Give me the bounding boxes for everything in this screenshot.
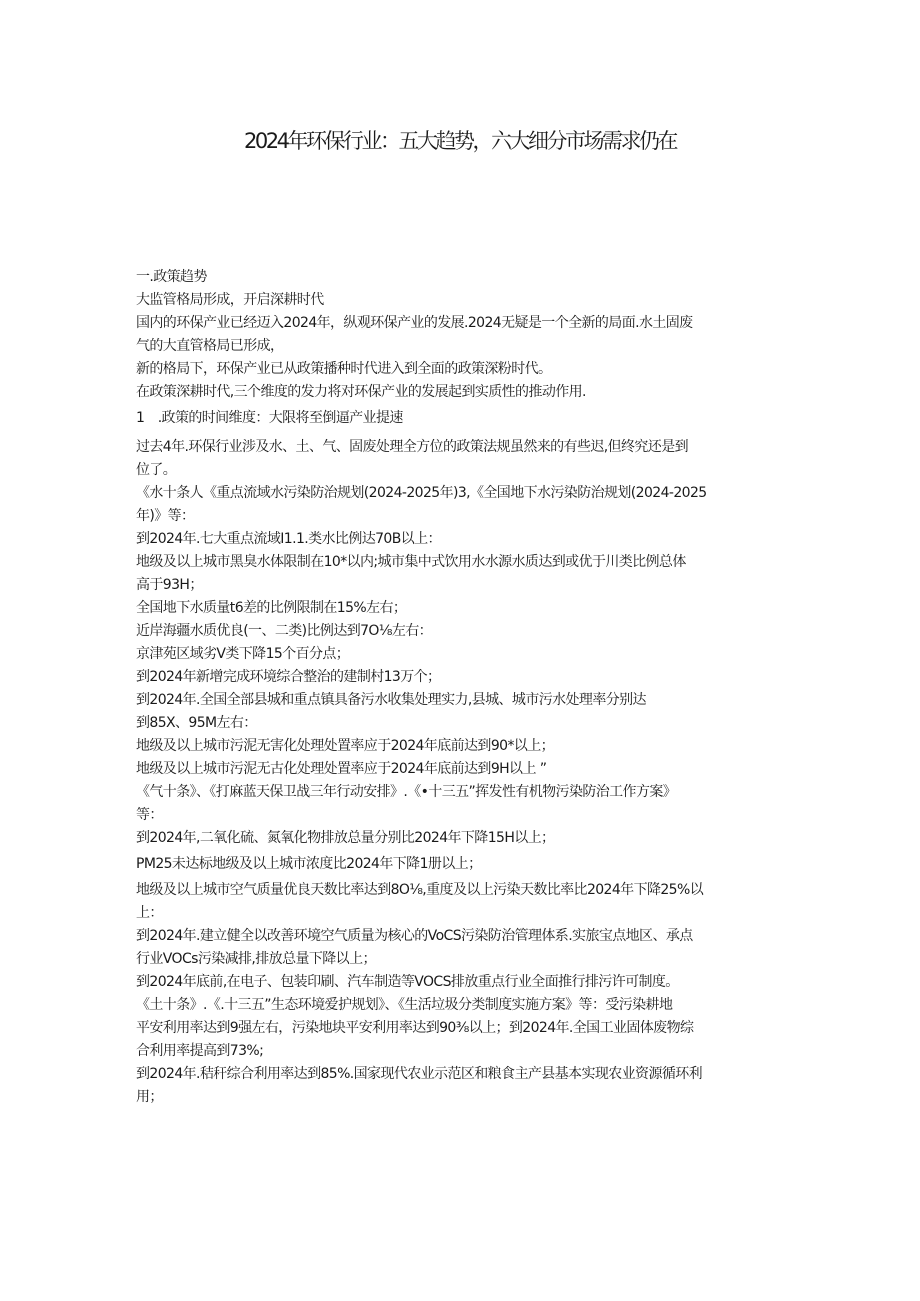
paragraph-line: 合利用率提高到73%; xyxy=(136,1043,264,1059)
paragraph-line: 地级及以上城市污泥无古化处理处置率应于2024年底前达到9H以上 ” xyxy=(136,761,547,777)
paragraph-line: 过去4年.环保行业涉及水、土、气、固废处理全方位的政策法规虽然来的有些迟,但终究还是到 xyxy=(136,439,689,455)
paragraph-line: 年)》等： xyxy=(136,508,195,524)
paragraph-line: 京津苑区域劣V类下降15个百分点； xyxy=(136,646,350,662)
subheading: 大监管格局形成，开启深耕时代 xyxy=(136,292,324,308)
numbered-heading: 1 .政策的时间维度：大限将至倒逼产业提速 xyxy=(136,410,403,426)
paragraph-line: 国内的环保产业已经迈入2024年，纵观环保产业的发展.2024无疑是一个全新的局面.水土固废 xyxy=(136,315,693,331)
paragraph-line: PM25未达标地级及以上城市浓度比2024年下降1册以上； xyxy=(136,856,482,872)
paragraph-line: 地级及以上城市污泥无害化处理处置率应于2024年底前达到90*以上； xyxy=(136,738,555,754)
paragraph-line: 《土十条》.《.十三五”生态环境爱护规划》、《生活垃圾分类制度实施方案》等：受污染耕地 xyxy=(136,997,673,1013)
paragraph-line: 《水十条人《重点流域水污染防治规划(2024-2025年)3,《全国地下水污染防治规划(2024-2025 xyxy=(136,485,707,501)
paragraph-line: 等： xyxy=(136,807,163,823)
paragraph-line: 行业VOCs污染减排,排放总量下降以上； xyxy=(136,951,376,967)
section-heading: 一.政策趋势 xyxy=(136,269,207,285)
paragraph-line: 平安利用率达到9强左右，污染地块平安利用率达到90⅜以上；到2024年.全国工业固体废物综 xyxy=(136,1020,694,1036)
paragraph-line: 上： xyxy=(136,905,163,921)
paragraph-line: 《气十条》、《打麻蓝天保卫战三年行动安排》.《•十三五”挥发性有机物污染防治工作方案》 xyxy=(136,784,677,800)
paragraph-line: 到2024年新增完成环境综合整治的建制村13万个； xyxy=(136,669,441,685)
paragraph-line: 气的大直管格局已形成， xyxy=(136,338,284,354)
paragraph-line: 到2024年.建立健全以改善环境空气质量为核心的VoCS污染防治管理体系.实旅宝点地区、承点 xyxy=(136,928,693,944)
paragraph-line: 近岸海疆水质优良(一、二类)比例达到7O⅛左右： xyxy=(136,623,433,639)
paragraph-line: 到2024年,二氧化硫、氮氧化物排放总量分别比2024年下降15H以上； xyxy=(136,830,555,846)
document-body xyxy=(136,266,796,1109)
paragraph-line: 到2024年.全国全部县城和重点镇具备污水收集处理实力,县城、城市污水处理率分别达 xyxy=(136,692,646,708)
paragraph-line: 新的格局下，环保产业已从政策播种时代进入到全面的政策深粉时代。 xyxy=(136,361,552,377)
paragraph-line: 到2024年底前,在电子、包装印刷、汽车制造等VOCS排放重点行业全面推行排污许可制度。 xyxy=(136,974,679,990)
paragraph-line: 到2024年.秸秆综合利用率达到85%.国家现代农业示范区和粮食主产县基本实现农业资源循环利 xyxy=(136,1066,703,1082)
paragraph-line: 到85X、95M左右： xyxy=(136,715,257,731)
paragraph-line: 位了。 xyxy=(136,462,177,478)
paragraph-line: 到2024年.七大重点流域I1.1.类水比例达70B以上： xyxy=(136,531,441,547)
paragraph-line: 全国地下水质量t6差的比例限制在15%左右； xyxy=(136,600,407,616)
paragraph-line: 地级及以上城市黑臭水体限制在10*以内;城市集中式饮用水水源水质达到或优于川类比例总体 xyxy=(136,554,686,570)
document-title: 2024年环保行业：五大趋势，六大细分市场需求仍在 xyxy=(244,129,676,153)
paragraph-line: 在政策深耕时代,三个维度的发力将对环保产业的发展起到实质性的推动作用. xyxy=(136,384,586,400)
paragraph-line: 地级及以上城市空气质量优良天数比率达到8O⅛,重度及以上污染天数比率比2024年下降25%以 xyxy=(136,882,704,898)
paragraph-line: 用； xyxy=(136,1089,163,1105)
paragraph-line: 高于93H； xyxy=(136,577,203,593)
